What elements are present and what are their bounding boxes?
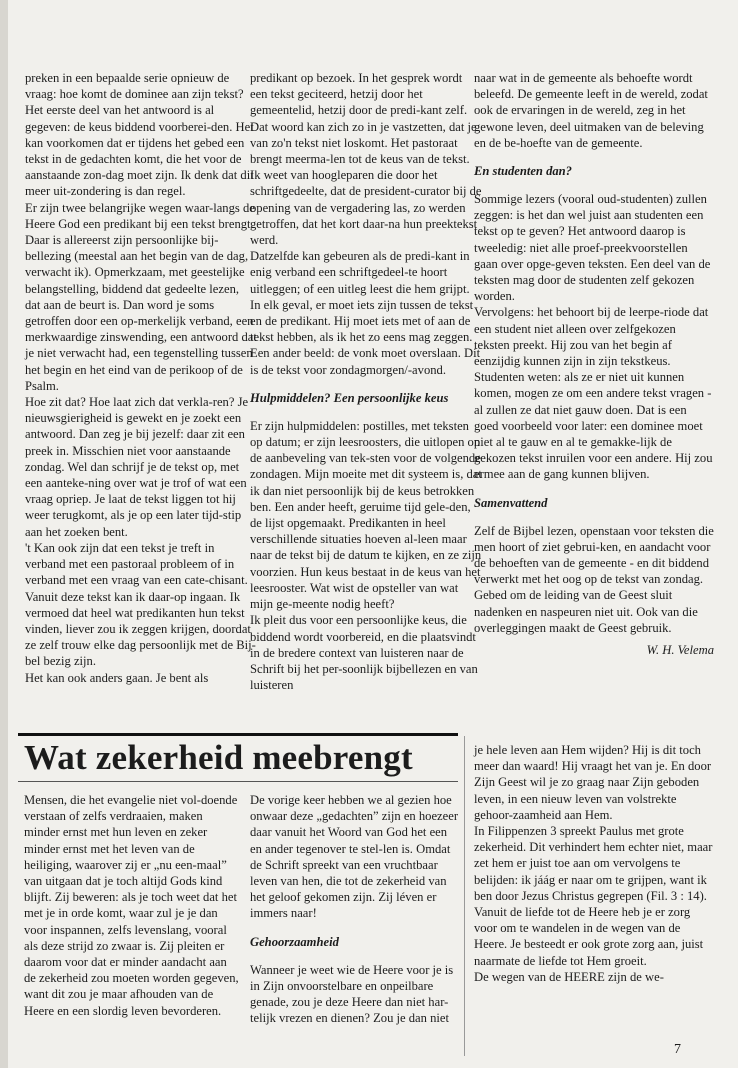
paragraph: Datzelfde kan gebeuren als de predi-kant in enig verband een schriftgedeel-te hoort uitleggen; of een uitleg leest die hem grijpt. — [250, 249, 470, 296]
paragraph: Er zijn hulpmiddelen: postilles, met teksten op datum; er zijn leesroosters, die uitlopen op de aanbeveling van tek-sten voor de volgende zondagen. Mijn moeite met dit systeem is, dat ik dan niet persoonlijk bij de keus betrokken ben. Een ander heeft, geruime tijd gele-den, de lijst opgemaakt. Predikanten in heel verschillende situaties hoeven al-leen maar naar de tekst bij de datum te kijken, en ze zijn voorzien. Hun keus bestaat in de keus van het leesrooster. Wat wist de opsteller van wat mijn ge-meente nodig heeft? — [250, 418, 482, 612]
section-heading: Hulpmiddelen? Een persoonlijke keus — [250, 390, 449, 405]
column-divider — [464, 736, 465, 1056]
article1-column-2 — [250, 70, 482, 693]
paragraph: Daar is allereerst zijn persoonlijke bij-bellezing (meestal aan het begin van de dag, verwacht ik). Opmerkzaam, met geestelijke belangstelling, biddend dat gedeelte lezen, dat aan de beurt is. Dan word je soms getroffen door een op-merkelijk verband, een merkwaardige zinswending, een antwoord dat je niet verwacht had, een tegenstelling tussen het begin en het eind van de perikoop of de Psalm. — [25, 233, 257, 393]
paragraph: Mensen, die het evangelie niet vol-doende verstaan of zelfs verdraaien, maken minder ernst met hun leven en zeker minder ernst met het leven van de heiliging, waarover zij er „nu een-maal” van uitgaan dat je toch altijd Gods kind blijft. Zij beweren: als je toch weet dat het met je in orde komt, waar zul je je dan voor inspannen, zelfs levenslang, vooral als deze strijd zo zwaar is. Zij pleiten er daarom voor dat er minder aandacht aan de zekerheid zou moeten worden gegeven, want dit zou je maar afhouden van de Heere en een slordig leven bevorderen. — [24, 793, 239, 1018]
section-heading: Gehoorzaamheid — [250, 934, 339, 949]
paragraph: Vervolgens: het behoort bij de leerpe-riode dat een student niet alleen over zelfgekozen teksten preekt. Hij zou van het begin af eenzijdig kunnen zijn in zijn tekstkeus. Studenten weten: als ze er niet uit kunnen komen, mogen ze om een andere tekst vragen - al zullen ze dat niet gauw doen. Dat is een goed voorbeeld voor later: een dominee moet niet al te gauw en al te gemakke-lijk de gekozen tekst inruilen voor een andere. Hij zou ermee aan de gang kunnen blijven. — [474, 305, 713, 482]
article2-column-3 — [474, 742, 714, 985]
headline-rule-top — [18, 733, 458, 736]
section-heading: En studenten dan? — [474, 164, 572, 179]
article1-column-1 — [25, 70, 257, 686]
paragraph: predikant op bezoek. In het gesprek wordt een tekst geciteerd, hetzij door het gemeentelid, hetzij door de predi-kant zelf. Dat woord kan zich zo in je vastzetten, dat je van zo'n tekst niet loskomt. Het pastoraat brengt meerma-len tot de keus van de tekst. — [250, 71, 477, 167]
paragraph: Zelf de Bijbel lezen, openstaan voor teksten die men hoort of ziet gebrui-ken, en aandacht voor de behoeften van de gemeente - en dit biddend verwerkt met het oog op de tekst van zondag. Gebed om de leiding van de Geest sluit nadenken en naspeuren niet uit. Ook van die overleggingen maakt de Geest gebruik. — [474, 523, 714, 635]
paragraph: Er zijn twee belangrijke wegen waar-langs de Heere God een predikant bij een tekst brengt. — [25, 200, 255, 231]
paragraph: preken in een bepaalde serie opnieuw de vraag: hoe komt de dominee aan zijn tekst? — [25, 71, 244, 102]
paragraph: 't Kan ook zijn dat een tekst je treft in verband met een pastoraal probleem of in verband met een vraag van een cate-chisant. Vanuit deze tekst kan ik daar-op ingaan. Ik vermoed dat heel wat predikanten hun tekst vinden, liever zou ik zeggen krijgen, doordat ze zelf trouw elke dag persoonlijk met de Bij-bel bezig zijn. — [25, 540, 256, 669]
paragraph: De vorige keer hebben we al gezien hoe onwaar deze „gedachten” zijn en hoezeer daar vanuit het Woord van God het een en ander tegenover te stel-len is. Omdat de Schrift spreekt van een vruchtbaar leven van hen, die tot de zekerheid van het geloof gekomen zijn. Zij léven er immers naar! — [250, 793, 459, 921]
paragraph: In Filippenzen 3 spreekt Paulus met grote zekerheid. Dit verhindert hem echter niet, maar zet hem er juist toe aan om vervolgens te belijden: ik jáág er naar om te grijpen, want ik ben door Jezus Christus gegrepen (Fil. 3 : 14). Vanuit de liefde tot de Heere heb je er zorg voor om te wandelen in de wegen van de Heere. Je besteedt er ook grote zorg aan, juist naarmate de liefde tot Hem groeit. — [474, 824, 713, 968]
paragraph: je hele leven aan Hem wijden? Hij is dit toch meer dan waard! Hij vraagt het van je. En door Zijn Geest wil je zo graag naar Zijn geboden leven, in een nieuw leven van volstrekte gehoor-zaamheid aan Hem. — [474, 743, 712, 822]
author-signature: W. H. Velema — [646, 643, 714, 658]
paragraph: De wegen van de HEERE zijn de we- — [474, 969, 664, 984]
section-heading: Samenvattend — [474, 495, 548, 510]
paragraph: In elk geval, er moet iets zijn tussen de tekst en de predikant. Hij moet iets met of aan de tekst hebben, als ik het zo eens mag zeggen. Een ander beeld: de vonk moet overslaan. Dit is de tekst voor zondagmorgen/-avond. — [250, 297, 481, 377]
page-edge-shadow — [0, 0, 8, 1068]
article2-column-1 — [24, 792, 240, 1019]
paragraph: Sommige lezers (vooral oud-studenten) zullen zeggen: is het dan wel juist aan studenten een tekst op te geven? Het antwoord daarop is tweeledig: niet alle proef-preekvoorstellen gaan over opge-geven teksten. Een deel van de teksten mag door de studenten zelf gekozen worden. — [474, 192, 711, 304]
article2-headline: Wat zekerheid meebrengt — [24, 738, 413, 777]
headline-rule-bottom — [18, 781, 458, 782]
paragraph: Wanneer je weet wie de Heere voor je is in Zijn onvoorstelbare en onpeilbare genade, zou je deze Heere dan niet har-telijk vrezen en dienen? Zou je dan niet — [250, 962, 454, 1026]
page-number: 7 — [674, 1042, 681, 1057]
paragraph: Het eerste deel van het antwoord is al gegeven: de keus biddend voorberei-den. Het kan voorkomen dat er tijdens het gebed een tekst in de gedachten komt, die het voor de aanstaande zon-dag moet zijn. Ik denk dat dit meer uit-zondering is dan regel. — [25, 103, 254, 199]
paragraph: Ik pleit dus voor een persoonlijke keus, die biddend wordt voorbereid, en die plaatsvindt in de bredere context van luisteren naar de Schrift bij het per-soonlijk bijbellezen en van luisteren — [250, 613, 478, 693]
article1-column-3 — [474, 70, 714, 658]
paragraph: Het kan ook anders gaan. Je bent als — [25, 670, 209, 685]
paragraph: Ik weet van hooglераren die door het schriftgedeelte, dat de president-curator bij de opening van de vergadering las, zo werden getroffen, dat het kort daar-na hun preektekst werd. — [250, 168, 482, 248]
article2-column-2 — [250, 792, 460, 1026]
paragraph: naar wat in de gemeente als behoefte wordt beleefd. De gemeente leeft in de wereld, zodat ook de ervaringen in de wereld, zeg in het gewone leven, deel uitmaken van de beleving en de be-hoefte van de gemeente. — [474, 71, 708, 150]
paragraph: Hoe zit dat? Hoe laat zich dat verkla-ren? Je nieuwsgierigheid is gewekt en je zoekt een antwoord. Dan zeg je bij jezelf: daar zit een preek in. Misschien niet voor aanstaande zondag. Wel dan schrijf je de tekst op, met een aanteke-ning over wat je trof of wat een vraag opriep. Je laat de tekst liggen tot hij weer terugkomt, als je op een later tijd-stip aan het zoeken bent. — [25, 395, 249, 539]
